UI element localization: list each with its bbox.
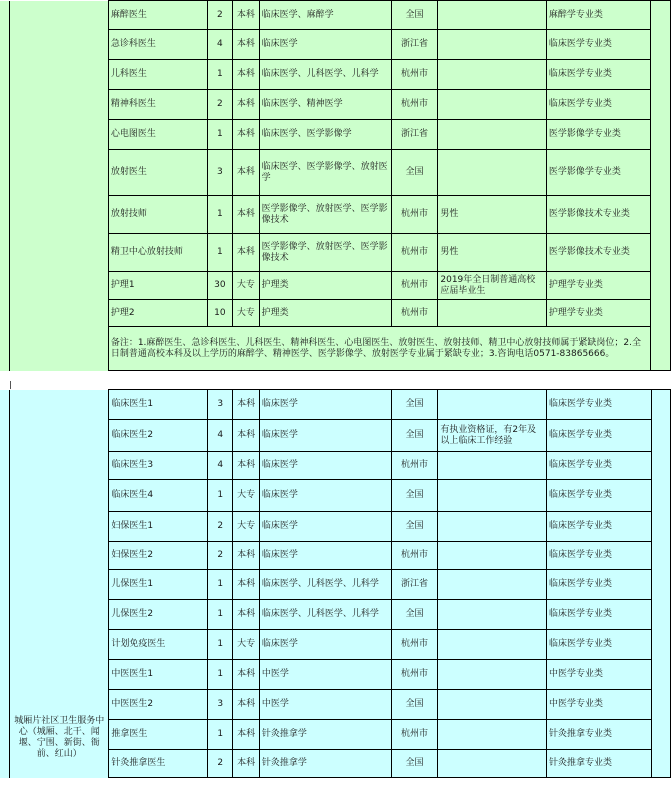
exam-category-cell: 临床医学专业类 bbox=[547, 542, 651, 570]
post-name-cell: 临床医生1 bbox=[109, 390, 208, 420]
row-margin-cell bbox=[0, 390, 10, 778]
household-area-cell: 全国 bbox=[391, 390, 438, 420]
major-cell: 临床医学、麻醉学 bbox=[259, 1, 391, 30]
exam-category-cell: 医学影像学专业类 bbox=[546, 120, 651, 150]
trailing-cell bbox=[651, 1, 671, 371]
headcount-cell: 2 bbox=[208, 750, 233, 778]
household-area-cell: 全国 bbox=[391, 600, 438, 630]
unit-cell: 城厢片社区卫生服务中心（城厢、北干、闻堰、宁围、新街、衙前、红山） bbox=[10, 390, 109, 778]
major-cell: 医学影像学、放射医学、医学影像技术 bbox=[259, 234, 391, 272]
exam-category-cell: 临床医学专业类 bbox=[547, 630, 651, 660]
post-name-cell: 放射技师 bbox=[108, 196, 207, 234]
education-cell: 大专 bbox=[233, 300, 260, 327]
household-area-cell: 杭州市 bbox=[391, 300, 438, 327]
headcount-cell: 1 bbox=[207, 196, 232, 234]
exam-category-cell: 临床医学专业类 bbox=[547, 452, 651, 480]
household-area-cell: 杭州市 bbox=[391, 234, 438, 272]
major-cell: 临床医学 bbox=[259, 512, 391, 542]
education-cell: 本科 bbox=[233, 570, 260, 600]
education-cell: 大专 bbox=[233, 630, 260, 660]
headcount-cell: 2 bbox=[208, 542, 233, 570]
exam-category-cell: 针灸推拿专业类 bbox=[547, 750, 651, 778]
post-name-cell: 中医医生1 bbox=[109, 660, 208, 690]
headcount-cell: 3 bbox=[207, 150, 232, 196]
other-requirements-cell bbox=[438, 1, 546, 30]
exam-category-cell: 临床医学专业类 bbox=[547, 420, 651, 452]
other-requirements-cell bbox=[438, 600, 547, 630]
post-name-cell: 中医医生2 bbox=[109, 690, 208, 720]
post-name-cell: 妇保医生2 bbox=[109, 542, 208, 570]
post-name-cell: 精卫中心放射技师 bbox=[108, 234, 207, 272]
other-requirements-cell: 男性 bbox=[438, 196, 546, 234]
household-area-cell: 浙江省 bbox=[391, 120, 438, 150]
post-name-cell: 临床医生2 bbox=[109, 420, 208, 452]
education-cell: 大专 bbox=[233, 272, 260, 300]
exam-category-cell: 临床医学专业类 bbox=[547, 390, 651, 420]
education-cell: 本科 bbox=[233, 452, 260, 480]
education-cell: 本科 bbox=[233, 30, 260, 60]
major-cell: 针灸推拿学 bbox=[259, 750, 391, 778]
post-name-cell: 针灸推拿医生 bbox=[109, 750, 208, 778]
headcount-cell: 2 bbox=[207, 1, 232, 30]
major-cell: 临床医学、精神医学 bbox=[259, 90, 391, 120]
exam-category-cell: 护理学专业类 bbox=[546, 300, 651, 327]
major-cell: 临床医学 bbox=[259, 420, 391, 452]
exam-category-cell: 临床医学专业类 bbox=[547, 570, 651, 600]
household-area-cell: 全国 bbox=[391, 480, 438, 512]
other-requirements-cell: 有执业资格证，有2年及以上临床工作经验 bbox=[438, 420, 547, 452]
headcount-cell: 4 bbox=[208, 452, 233, 480]
major-cell: 临床医学、儿科医学、儿科学 bbox=[259, 570, 391, 600]
education-cell: 本科 bbox=[233, 390, 260, 420]
headcount-cell: 4 bbox=[208, 420, 233, 452]
headcount-cell: 3 bbox=[208, 690, 233, 720]
education-cell: 本科 bbox=[233, 420, 260, 452]
major-cell: 临床医学、儿科医学、儿科学 bbox=[259, 60, 391, 90]
education-cell: 本科 bbox=[233, 60, 260, 90]
education-cell: 本科 bbox=[233, 720, 260, 750]
exam-category-cell: 临床医学专业类 bbox=[547, 600, 651, 630]
major-cell: 针灸推拿学 bbox=[259, 720, 391, 750]
education-cell: 大专 bbox=[233, 512, 260, 542]
major-cell: 临床医学 bbox=[259, 630, 391, 660]
exam-category-cell: 医学影像学专业类 bbox=[546, 150, 651, 196]
headcount-cell: 3 bbox=[208, 390, 233, 420]
trailing-cell bbox=[651, 390, 670, 778]
section-gap-line bbox=[10, 381, 11, 389]
headcount-cell: 2 bbox=[207, 90, 232, 120]
major-cell: 护理类 bbox=[259, 300, 391, 327]
household-area-cell: 杭州市 bbox=[391, 542, 438, 570]
exam-category-cell: 针灸推拿专业类 bbox=[547, 720, 651, 750]
exam-category-cell: 临床医学专业类 bbox=[546, 30, 651, 60]
major-cell: 临床医学 bbox=[259, 30, 391, 60]
post-name-cell: 护理1 bbox=[108, 272, 207, 300]
education-cell: 本科 bbox=[233, 600, 260, 630]
major-cell: 临床医学 bbox=[259, 390, 391, 420]
major-cell: 临床医学 bbox=[259, 452, 391, 480]
major-cell: 中医学 bbox=[259, 690, 391, 720]
post-name-cell: 推拿医生 bbox=[109, 720, 208, 750]
post-name-cell: 儿保医生1 bbox=[109, 570, 208, 600]
headcount-cell: 1 bbox=[208, 720, 233, 750]
education-cell: 本科 bbox=[233, 1, 260, 30]
major-cell: 临床医学、医学影像学、放射医学 bbox=[259, 150, 391, 196]
exam-category-cell: 护理学专业类 bbox=[546, 272, 651, 300]
post-name-cell: 护理2 bbox=[108, 300, 207, 327]
other-requirements-cell: 2019年全日制普通高校应届毕业生 bbox=[438, 272, 546, 300]
headcount-cell: 1 bbox=[208, 480, 233, 512]
household-area-cell: 杭州市 bbox=[391, 452, 438, 480]
post-name-cell: 计划免疫医生 bbox=[109, 630, 208, 660]
post-name-cell: 心电图医生 bbox=[108, 120, 207, 150]
household-area-cell: 全国 bbox=[391, 150, 438, 196]
exam-category-cell: 临床医学专业类 bbox=[547, 480, 651, 512]
post-name-cell: 急诊科医生 bbox=[108, 30, 207, 60]
recruitment-table-section-2 bbox=[0, 389, 671, 778]
household-area-cell: 全国 bbox=[391, 1, 438, 30]
exam-category-cell: 麻醉学专业类 bbox=[546, 1, 651, 30]
education-cell: 本科 bbox=[233, 150, 260, 196]
post-name-cell: 妇保医生1 bbox=[109, 512, 208, 542]
headcount-cell: 1 bbox=[208, 660, 233, 690]
other-requirements-cell bbox=[438, 390, 547, 420]
post-name-cell: 儿科医生 bbox=[108, 60, 207, 90]
education-cell: 本科 bbox=[233, 234, 260, 272]
other-requirements-cell bbox=[438, 542, 547, 570]
other-requirements-cell bbox=[438, 480, 547, 512]
other-requirements-cell bbox=[438, 30, 546, 60]
other-requirements-cell bbox=[438, 90, 546, 120]
household-area-cell: 浙江省 bbox=[391, 30, 438, 60]
headcount-cell: 1 bbox=[208, 630, 233, 660]
education-cell: 本科 bbox=[233, 90, 260, 120]
other-requirements-cell bbox=[438, 300, 546, 327]
education-cell: 大专 bbox=[233, 480, 260, 512]
post-name-cell: 临床医生3 bbox=[109, 452, 208, 480]
headcount-cell: 10 bbox=[207, 300, 232, 327]
other-requirements-cell bbox=[438, 690, 547, 720]
household-area-cell: 全国 bbox=[391, 690, 438, 720]
major-cell: 护理类 bbox=[259, 272, 391, 300]
table-row bbox=[0, 1, 671, 30]
other-requirements-cell bbox=[438, 660, 547, 690]
education-cell: 本科 bbox=[233, 690, 260, 720]
other-requirements-cell bbox=[438, 720, 547, 750]
table-row bbox=[0, 390, 671, 420]
major-cell: 医学影像学、放射医学、医学影像技术 bbox=[259, 196, 391, 234]
household-area-cell: 全国 bbox=[391, 420, 438, 452]
other-requirements-cell bbox=[438, 570, 547, 600]
headcount-cell: 30 bbox=[207, 272, 232, 300]
major-cell: 中医学 bbox=[259, 660, 391, 690]
household-area-cell: 杭州市 bbox=[391, 90, 438, 120]
headcount-cell: 4 bbox=[207, 30, 232, 60]
household-area-cell: 杭州市 bbox=[391, 720, 438, 750]
post-name-cell: 儿保医生2 bbox=[109, 600, 208, 630]
exam-category-cell: 临床医学专业类 bbox=[546, 90, 651, 120]
household-area-cell: 全国 bbox=[391, 750, 438, 778]
headcount-cell: 1 bbox=[207, 60, 232, 90]
headcount-cell: 1 bbox=[207, 120, 232, 150]
other-requirements-cell bbox=[438, 120, 546, 150]
headcount-cell: 2 bbox=[208, 512, 233, 542]
post-name-cell: 麻醉医生 bbox=[108, 1, 207, 30]
household-area-cell: 杭州市 bbox=[391, 630, 438, 660]
major-cell: 临床医学、儿科医学、儿科学 bbox=[259, 600, 391, 630]
household-area-cell: 杭州市 bbox=[391, 272, 438, 300]
other-requirements-cell bbox=[438, 750, 547, 778]
other-requirements-cell bbox=[438, 630, 547, 660]
education-cell: 本科 bbox=[233, 196, 260, 234]
headcount-cell: 1 bbox=[208, 600, 233, 630]
post-name-cell: 放射医生 bbox=[108, 150, 207, 196]
other-requirements-cell: 男性 bbox=[438, 234, 546, 272]
other-requirements-cell bbox=[438, 512, 547, 542]
exam-category-cell: 临床医学专业类 bbox=[546, 60, 651, 90]
exam-category-cell: 中医学专业类 bbox=[547, 660, 651, 690]
exam-category-cell: 医学影像技术专业类 bbox=[546, 196, 651, 234]
education-cell: 本科 bbox=[233, 660, 260, 690]
household-area-cell: 杭州市 bbox=[391, 196, 438, 234]
other-requirements-cell bbox=[438, 60, 546, 90]
exam-category-cell: 临床医学专业类 bbox=[547, 512, 651, 542]
post-name-cell: 临床医生4 bbox=[109, 480, 208, 512]
headcount-cell: 1 bbox=[208, 570, 233, 600]
headcount-cell: 1 bbox=[207, 234, 232, 272]
exam-category-cell: 中医学专业类 bbox=[547, 690, 651, 720]
major-cell: 临床医学、医学影像学 bbox=[259, 120, 391, 150]
row-margin-cell bbox=[0, 1, 10, 371]
other-requirements-cell bbox=[438, 452, 547, 480]
household-area-cell: 杭州市 bbox=[391, 660, 438, 690]
major-cell: 临床医学 bbox=[259, 542, 391, 570]
household-area-cell: 全国 bbox=[391, 512, 438, 542]
household-area-cell: 杭州市 bbox=[391, 60, 438, 90]
unit-cell bbox=[10, 1, 109, 371]
other-requirements-cell bbox=[438, 150, 546, 196]
household-area-cell: 浙江省 bbox=[391, 570, 438, 600]
education-cell: 本科 bbox=[233, 542, 260, 570]
recruitment-table-section-1 bbox=[0, 0, 671, 371]
note-cell: 备注：1.麻醉医生、急诊科医生、儿科医生、精神科医生、心电图医生、放射医生、放射技师、精卫中心放射技师属于紧缺岗位；2.全日制普通高校本科及以上学历的麻醉学、精神医学、医学影像学、放射医学专业属于紧缺专业；3.咨询电话0571-83865666。 bbox=[108, 327, 651, 371]
section-gap bbox=[0, 381, 671, 389]
education-cell: 本科 bbox=[233, 120, 260, 150]
major-cell: 临床医学 bbox=[259, 480, 391, 512]
education-cell: 本科 bbox=[233, 750, 260, 778]
post-name-cell: 精神科医生 bbox=[108, 90, 207, 120]
exam-category-cell: 医学影像技术专业类 bbox=[546, 234, 651, 272]
